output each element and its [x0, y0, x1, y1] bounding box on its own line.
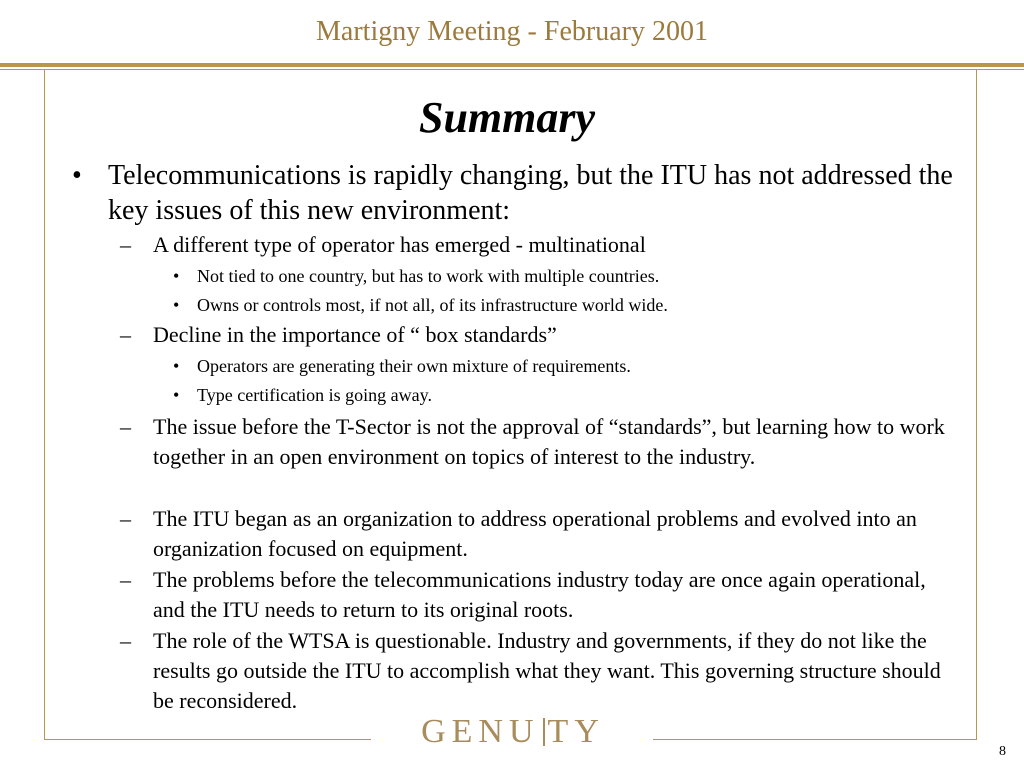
sub-sub-bullet-text: Operators are generating their own mixture of requirements. [197, 356, 631, 376]
sub-bullet-6 [120, 626, 953, 716]
header-rule-thin [0, 69, 1024, 70]
frame-bottom-left-border [44, 739, 371, 740]
sub-bullet-text: Decline in the importance of “ box standards” [153, 322, 557, 347]
frame-right-border [976, 70, 977, 740]
logo-text-left: GENU [421, 713, 540, 750]
sub-sub-bullet-1 [173, 264, 957, 288]
sub-sub-bullet-text: Not tied to one country, but has to work with multiple countries. [197, 266, 660, 286]
slide-header: Martigny Meeting - February 2001 [316, 16, 708, 47]
dash-marker: – [120, 414, 131, 439]
sub-sub-bullet-text: Owns or controls most, if not all, of its infrastructure world wide. [197, 295, 668, 315]
sub-bullet-text: The role of the WTSA is questionable. Industry and governments, if they do not like the results go outside the ITU to accomplish what they want. This governing structure should be reconsidered. [153, 628, 941, 713]
bullet-marker: • [173, 266, 180, 286]
bullet-marker: • [72, 160, 82, 191]
sub-sub-bullet-text: Type certification is going away. [197, 385, 432, 405]
slide-title: Summary [418, 93, 596, 142]
sub-bullet-2 [120, 320, 953, 350]
dash-marker: – [120, 232, 131, 257]
sub-bullet-text: A different type of operator has emerged - multinational [153, 232, 646, 257]
sub-bullet-1 [120, 230, 953, 260]
logo-bar-icon [543, 718, 545, 746]
frame-bottom-right-border [653, 739, 977, 740]
bullet-1 [72, 158, 958, 228]
dash-marker: – [120, 506, 131, 531]
sub-bullet-5 [120, 565, 953, 625]
sub-bullet-4 [120, 504, 953, 564]
header-rule-thick [0, 63, 1024, 67]
logo-text-right: TY [547, 713, 605, 750]
sub-bullet-text: The problems before the telecommunications industry today are once again operational, and the ITU needs to return to its original roots. [153, 567, 926, 622]
dash-marker: – [120, 628, 131, 653]
sub-sub-bullet-3 [173, 354, 957, 378]
bullet-marker: • [173, 385, 180, 405]
dash-marker: – [120, 567, 131, 592]
frame-left-border [44, 70, 45, 740]
sub-bullet-3 [120, 412, 953, 472]
sub-sub-bullet-2 [173, 293, 957, 317]
sub-bullet-text: The issue before the T-Sector is not the approval of “standards”, but learning how to work together in an open environment on topics of interest to the industry. [153, 414, 945, 469]
page-number: 8 [999, 744, 1006, 759]
bullet-marker: • [173, 356, 180, 376]
bullet-marker: • [173, 295, 180, 315]
dash-marker: – [120, 322, 131, 347]
bullet-text: Telecommunications is rapidly changing, but the ITU has not addressed the key issues of this new environment: [108, 160, 953, 226]
genuity-logo [398, 712, 628, 752]
sub-sub-bullet-4 [173, 383, 957, 407]
sub-bullet-text: The ITU began as an organization to address operational problems and evolved into an organization focused on equipment. [153, 506, 917, 561]
